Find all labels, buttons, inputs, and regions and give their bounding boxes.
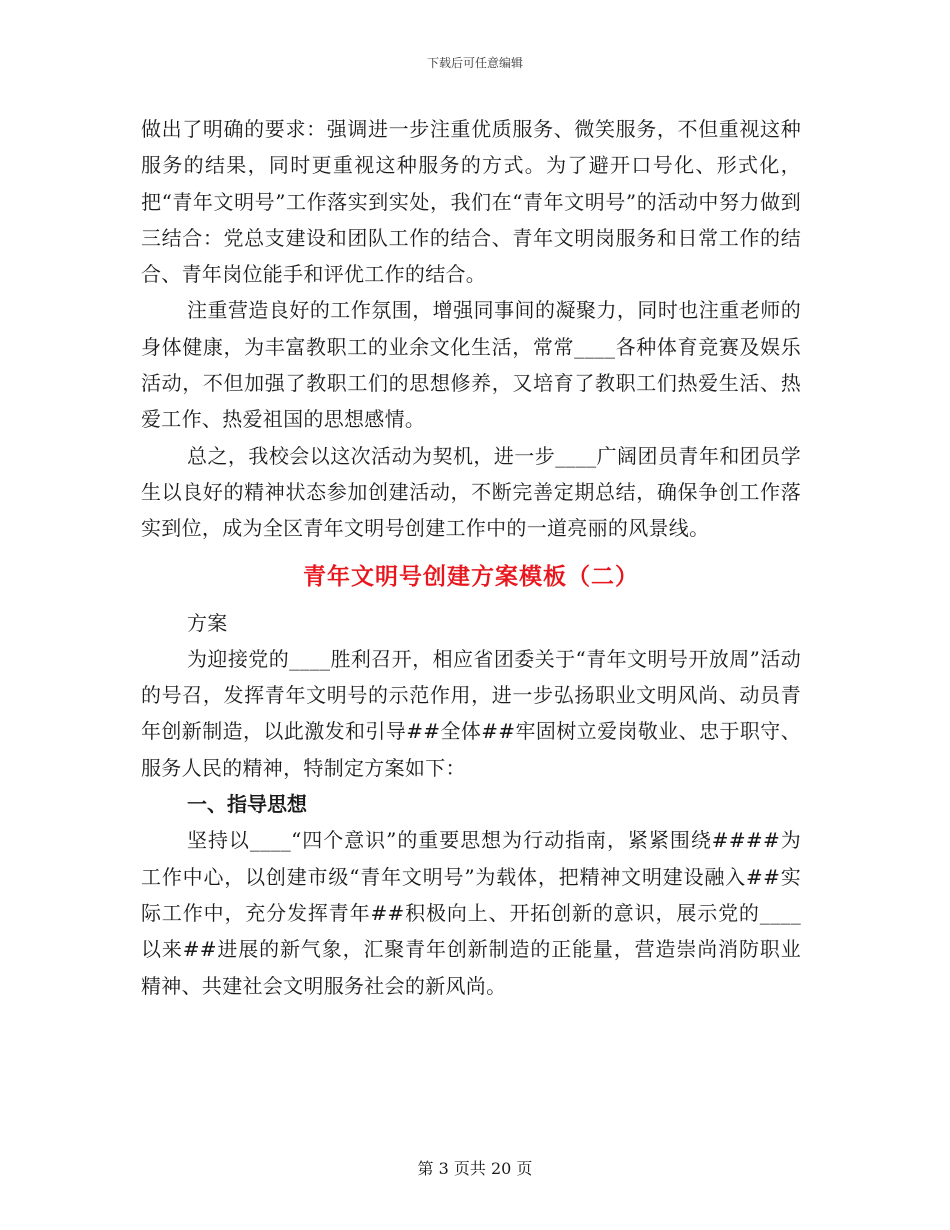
paragraph-plan-label: 方案 (187, 610, 228, 635)
paragraph-atmosphere: 注重营造良好的工作氛围，增强同事间的凝聚力，同时也注重老师的身体健康，为丰富教职工的业余文化生活，常常____各种体育竞赛及娱乐活动，不但加强了教职工们的思想修养，又培育了教职工们热爱生活、热爱工作、热爱祖国的思想感情。 (141, 298, 801, 432)
heading-guiding-ideology: 一、指导思想 (187, 792, 307, 817)
document-body (141, 111, 801, 1004)
paragraph-requirements: 做出了明确的要求：强调进一步注重优质服务、微笑服务，不但重视这种服务的结果，同时更重视这种服务的方式。为了避开口号化、形式化，把“青年文明号”工作落实到实处，我们在“青年文明号”的活动中努力做到三结合：党总支建设和团队工作的结合、青年文明岗服务和日常工作的结合、青年岗位能手和评优工作的结合。 (141, 117, 801, 287)
paragraph-guiding-ideology: 坚持以____“四个意识”的重要思想为行动指南，紧紧围绕####为工作中心，以创建市级“青年文明号”为载体，把精神文明建设融入##实际工作中，充分发挥青年##积极向上、开拓创新的意识，展示党的____以来##进展的新气象，汇聚青年创新制造的正能量，营造崇尚消防职业精神、共建社会文明服务社会的新风尚。 (141, 828, 801, 998)
paragraph-plan-intro: 为迎接党的____胜利召开，相应省团委关于“青年文明号开放周”活动的号召，发挥青年文明号的示范作用，进一步弘扬职业文明风尚、动员青年创新制造，以此激发和引导##全体##牢固树立爱岗敬业、忠于职守、服务人民的精神，特制定方案如下： (141, 646, 801, 780)
paragraph-summary: 总之，我校会以这次活动为契机，进一步____广阔团员青年和团员学生以良好的精神状态参加创建活动，不断完善定期总结，确保争创工作落实到位，成为全区青年文明号创建工作中的一道亮丽的风景线。 (141, 443, 801, 541)
page-number: 第 3 页共 20 页 (417, 1159, 533, 1178)
page-header-note: 下载后可任意编辑 (426, 56, 523, 70)
section-title: 青年文明号创建方案模板（二） (303, 563, 639, 590)
